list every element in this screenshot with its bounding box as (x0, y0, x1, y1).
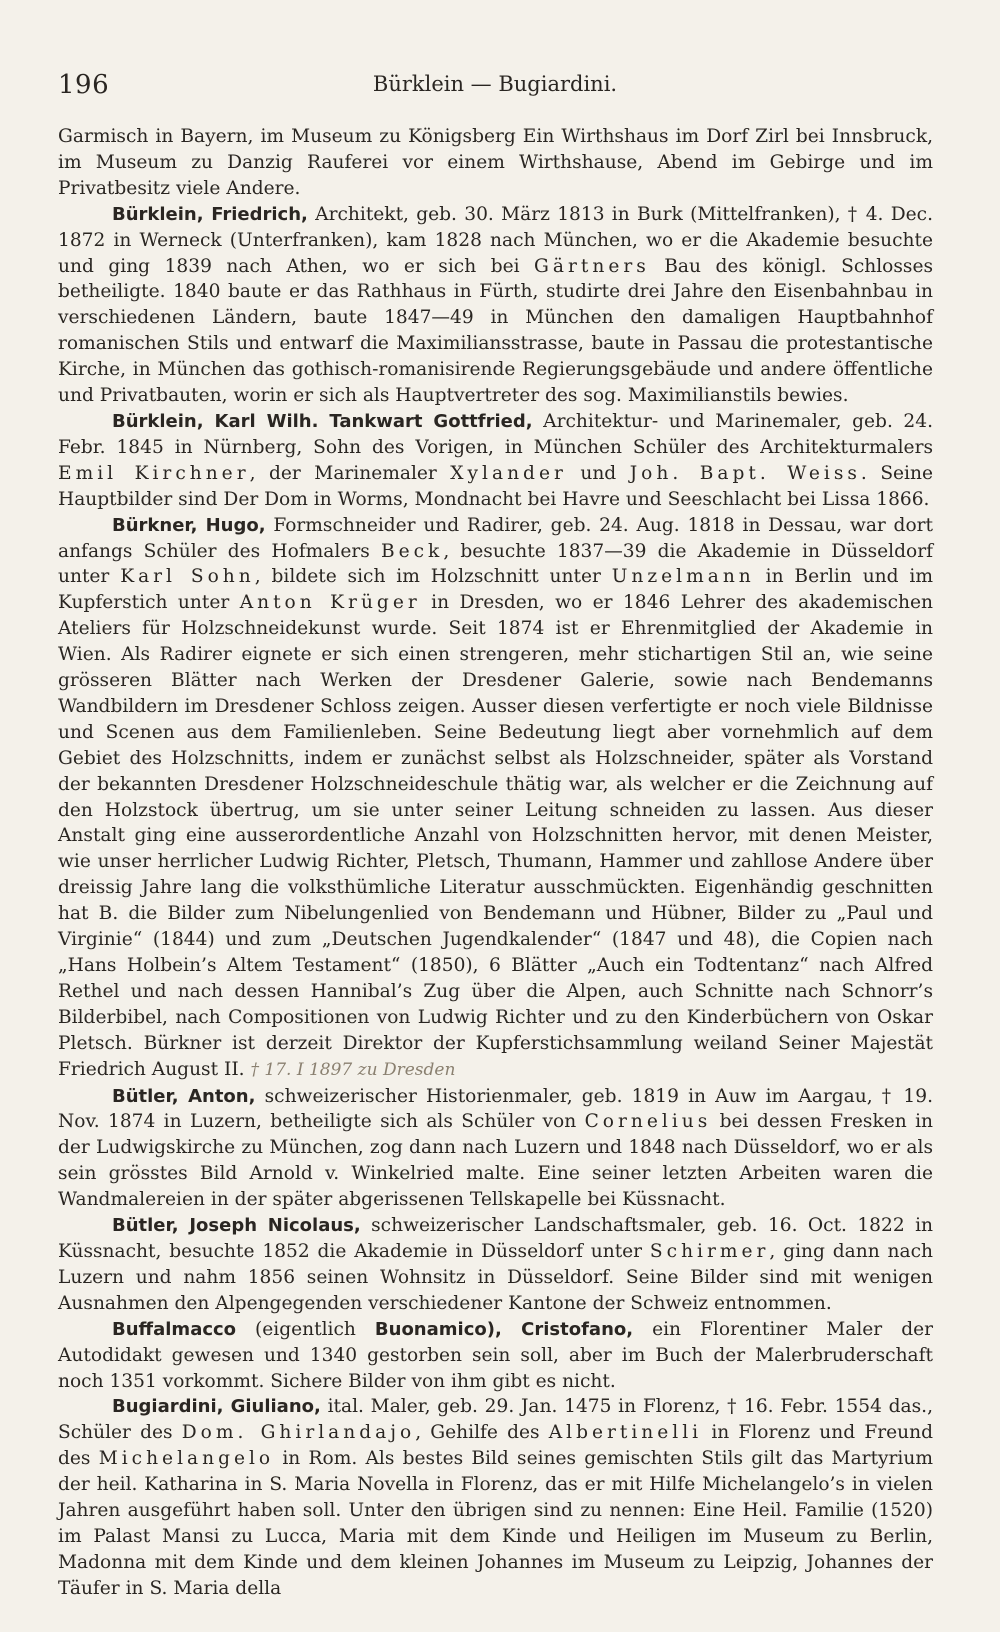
entry-name: Buffalmacco (112, 1318, 237, 1340)
spaced-name: Xylander (450, 462, 567, 484)
entry-buetler-joseph (58, 1213, 933, 1317)
entry-buerklein-friedrich (58, 202, 933, 409)
handwritten-note: † 17. I 1897 zu Dresden (250, 1059, 456, 1080)
entry-text: , besuchte 1837—39 die Akademie in Düsseldorf unter (58, 540, 933, 588)
spaced-name: Michelangelo (98, 1448, 275, 1470)
entry-name: Bütler, Joseph Nicolaus, (112, 1215, 361, 1237)
entry-name: Bütler, Anton, (112, 1085, 256, 1107)
spaced-name: Dom. Ghirlandajo (181, 1422, 416, 1444)
spaced-name: Albertinelli (548, 1422, 703, 1444)
entry-text: ein Florentiner Maler der Autodidakt gewesen und 1340 gestorben sein soll, aber im Buch der Malerbruderschaft noch 1351 vorkommt. Sichere Bilder von ihm gibt es nicht. (58, 1318, 933, 1392)
entry-text: ital. Maler, geb. 29. Jan. 1475 in Florenz, † 16. Febr. 1554 das., Schüler des (58, 1396, 933, 1444)
entry-buerkner-hugo (58, 513, 933, 1084)
spaced-name: Schirmer (649, 1240, 770, 1262)
spaced-name: Joh. Bapt. Weiss (629, 462, 861, 484)
spaced-name: Cornelius (584, 1111, 712, 1133)
entry-text: bei dessen Fresken in der Ludwigskirche zu München, zog dann nach Luzern und 1848 nach Düsseldorf, wo er als sein grösstes Bild Arnold v. Winkelried malte. Eine seiner letzten Arbeiten waren die Wandmalereien in der später abgerissenen Tellskapelle bei Küssnacht. (58, 1111, 933, 1211)
entry-text: . Seine Hauptbilder sind Der Dom in Worms, Mondnacht bei Havre und Seeschlacht bei Lissa 1866. (58, 462, 933, 510)
intro-paragraph: Garmisch in Bayern, im Museum zu Königsberg Ein Wirthshaus im Dorf Zirl bei Innsbruck, im Museum zu Danzig Rauferei vor einem Wirthshause, Abend im Gebirge und im Privatbesitz viele Andere. (58, 126, 933, 199)
entry-text: Formschneider und Radirer, geb. 24. Aug. 1818 in Dessau, war dort anfangs Schüler des Hofmalers (58, 514, 934, 562)
page-header (58, 70, 932, 110)
body-text (58, 124, 933, 1602)
entry-text: in Rom. Als bestes Bild seines gemischten Stils gilt das Martyrium der heil. Katharina in S. Maria Novella in Florenz, das er mit Hilfe Michelangelo’s in vielen Jahren ausgeführt haben soll. Unter den übrigen sind zu nennen: Eine Heil. Familie (1520) im Palast Mansi zu Lucca, Maria mit dem Kinde und Heiligen im Museum zu Berlin, Madonna mit dem Kinde und dem kleinen Johannes im Museum zu Leipzig, Johannes der Täufer in S. Maria della (58, 1448, 933, 1599)
entry-buetler-anton (58, 1084, 933, 1214)
entry-name: Bürklein, Karl Wilh. Tankwart Gottfried, (112, 410, 533, 432)
entry-text: in Dresden, wo er 1846 Lehrer des akademischen Ateliers für Holzschneidekunst wurde. Seit 1874 ist er Ehrenmitglied der Akademie in Wien. Als Radirer eignete er sich einen strengeren, mehr stichartigen Stil an, wie seine grösseren Blätter nach Werken der Dresdener Galerie, sowie nach Bendemanns Wandbildern im Dresdener Schloss zeigen. Ausser diesen verfertigte er noch viele Bildnisse und Scenen aus dem Familienleben. Seine Bedeutung liegt aber vornehmlich auf dem Gebiet des Holzschnitts, indem er zunächst selbst als Holzschneider, später als Vorstand der bekannten Dresdener Holzschneideschule thätig war, als welcher er die Zeichnung auf den Holzstock übertrug, um sie unter seiner Leitung schneiden zu lassen. Aus dieser Anstalt ging eine ausserordentliche Anzahl von Holzschnitten hervor, mit denen Meister, wie unser herrlicher Ludwig Richter, Pletsch, Thumann, Hammer und zahllose Andere über dreissig Jahre lang die volksthümliche Literatur ausschmückten. Eigenhändig geschnitten hat B. die Bilder zum Nibelungenlied von Bendemann und Hübner, Bilder zu „Paul und Virginie“ (1844) und zum „Deutschen Jugendkalender“ (1847 und 48), die Copien nach „Hans Holbein’s Altem Testament“ (1850), 6 Blätter „Auch ein Todtentanz“ nach Alfred Rethel und nach dessen Hannibal’s Zug über die Alpen, auch Schnitte nach Schnorr’s Bilderbibel, nach Compositionen von Ludwig Richter und zu den Kinderbüchern von Oskar Pletsch. Bürkner ist derzeit Direktor der Kupferstichsammlung weiland Seiner Majestät Friedrich August II. (58, 592, 933, 1080)
entry-text: Architektur- und Marinemaler, geb. 24. Febr. 1845 in Nürnberg, Sohn des Vorigen, in München Schüler des Architekturmalers (58, 410, 933, 458)
entry-text: (eigentlich (236, 1318, 375, 1340)
entry-text: Architekt, geb. 30. März 1813 in Burk (Mittelfranken), † 4. Dec. 1872 in Werneck (Unterfranken), kam 1828 nach München, wo er die Akademie besuchte und ging 1839 nach Athen, wo er sich bei (58, 203, 933, 277)
entry-text: , bildete sich im Holzschnitt unter (254, 566, 612, 588)
entry-text: Bau des königl. Schlosses betheiligte. 1840 baute er das Rathhaus in Fürth, studirte drei Jahre den Eisenbahnbau in verschiedenen Ländern, baute 1847—49 in München den damaligen Hauptbahnhof romanischen Stils und entwarf die Maximiliansstrasse, baute in Passau die protestantische Kirche, in München das gothisch-romanisirende Regierungsgebäude und andere öffentliche und Privatbauten, worin er sich als Hauptvertreter des sog. Maximilianstils bewies. (58, 255, 933, 407)
entry-text: und (566, 462, 630, 484)
entry-buerklein-karl (58, 409, 933, 513)
running-head: Bürklein — Bugiardini. (372, 72, 618, 96)
spaced-name: Anton Krüger (239, 592, 421, 614)
entry-text: , Gehilfe des (415, 1422, 549, 1444)
entry-name: Buonamico), Cristofano, (374, 1318, 634, 1340)
entry-buffalmacco (58, 1317, 933, 1395)
entry-name: Bürkner, Hugo, (112, 514, 266, 536)
entry-name: Bugiardini, Giuliano, (112, 1396, 321, 1418)
entry-text: , der Marinemaler (249, 462, 451, 484)
entry-text: in Berlin und im Kupferstich unter (58, 566, 933, 614)
entry-text: schweizerischer Historienmaler, geb. 1819 in Auw im Aargau, † 19. Nov. 1874 in Luzern, betheiligte sich als Schüler von (58, 1085, 933, 1133)
spaced-name: Beck (380, 540, 444, 562)
entry-text: in Florenz und Freund des (58, 1422, 933, 1470)
entry-text: , ging dann nach Luzern und nahm 1856 seinen Wohnsitz in Düsseldorf. Seine Bilder sind mit wenigen Ausnahmen den Alpengegenden verschiedener Kantone der Schweiz entnommen. (58, 1240, 933, 1314)
spaced-name: Gärtners (534, 255, 650, 277)
spaced-name: Emil Kirchner (58, 462, 250, 484)
entry-text: schweizerischer Landschaftsmaler, geb. 16. Oct. 1822 in Küssnacht, besuchte 1852 die Akademie in Düsseldorf unter (58, 1215, 933, 1262)
entry-bugiardini (58, 1394, 933, 1601)
entry-name: Bürklein, Friedrich, (112, 203, 308, 225)
spaced-name: Karl Sohn (120, 566, 255, 588)
page-number: 196 (58, 70, 110, 100)
spaced-name: Unzelmann (611, 566, 755, 588)
